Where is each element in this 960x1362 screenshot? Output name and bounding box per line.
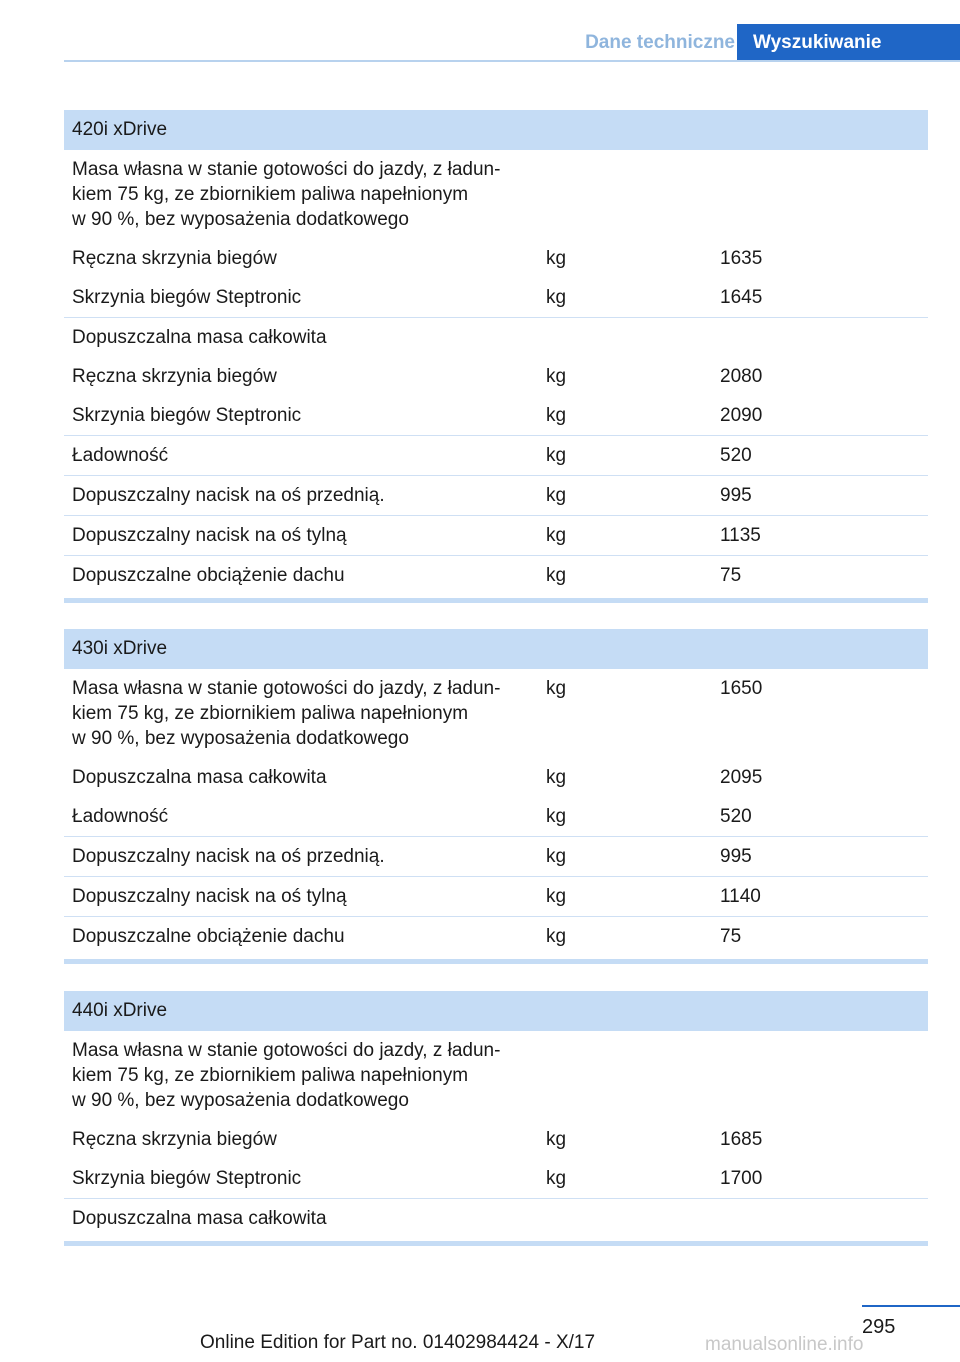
table-end-bar (64, 959, 928, 964)
table-row (64, 877, 928, 917)
row-value (712, 1038, 928, 1113)
row-value: 2080 (720, 366, 763, 387)
table-row (64, 837, 928, 877)
table-row (64, 556, 928, 595)
spec-table-440i (64, 991, 928, 1246)
footer-divider (862, 1305, 960, 1307)
row-label: Dopuszczalne obciążenie dachu (72, 565, 345, 586)
row-unit: kg (546, 1129, 567, 1150)
row-label: Dopuszczalna masa całkowita (72, 327, 327, 348)
row-value: 2095 (720, 767, 763, 788)
row-label: Dopuszczalne obciążenie dachu (72, 926, 345, 947)
row-value: 75 (720, 926, 742, 947)
table-row (64, 917, 928, 956)
table-title: 420i xDrive (64, 110, 928, 150)
table-row (64, 476, 928, 516)
table-end-bar (64, 1241, 928, 1246)
row-value: 995 (720, 846, 752, 867)
row-value: 1685 (720, 1129, 763, 1150)
table-row (64, 797, 928, 837)
table-row (64, 1031, 928, 1120)
row-value: 1650 (720, 678, 763, 699)
row-label: Ładowność (72, 445, 169, 466)
row-label: Dopuszczalna masa całkowita (72, 767, 327, 788)
row-unit (538, 325, 712, 350)
row-unit (538, 1206, 712, 1231)
row-value: 2090 (720, 405, 763, 426)
page-number: 295 (862, 1316, 896, 1338)
row-unit: kg (546, 886, 567, 907)
header-divider (64, 60, 960, 62)
row-value (712, 157, 928, 232)
table-row (64, 758, 928, 797)
row-value: 1140 (720, 886, 761, 907)
row-label: Masa własna w stanie gotowości do jazdy, z ładun- kiem 75 kg, ze zbiornikiem paliwa napełnionym w 90 %, bez wyposażenia dodatkowego (72, 678, 501, 749)
table-row (64, 239, 928, 278)
table-row (64, 436, 928, 476)
row-unit: kg (546, 926, 567, 947)
edition-text: Online Edition for Part no. 01402984424 - X/17 (200, 1332, 596, 1353)
row-unit (538, 1038, 712, 1113)
table-row (64, 516, 928, 556)
row-label: Ręczna skrzynia biegów (72, 1129, 277, 1150)
table-row (64, 669, 928, 758)
row-label: Skrzynia biegów Steptronic (72, 1168, 302, 1189)
table-row (64, 150, 928, 239)
row-value: 1635 (720, 248, 763, 269)
row-unit: kg (546, 806, 567, 827)
table-row (64, 1159, 928, 1199)
row-label: Ręczna skrzynia biegów (72, 366, 277, 387)
row-unit: kg (546, 1168, 567, 1189)
row-unit: kg (546, 287, 567, 308)
table-row (64, 1120, 928, 1159)
row-unit: kg (546, 366, 567, 387)
table-title: 440i xDrive (64, 991, 928, 1031)
search-tab[interactable]: Wyszukiwanie (737, 24, 960, 62)
row-label: Dopuszczalna masa całkowita (72, 1208, 327, 1229)
row-label: Ładowność (72, 806, 169, 827)
header-section-title[interactable]: Dane techniczne (585, 32, 735, 53)
table-row (64, 1199, 928, 1238)
row-unit: kg (546, 525, 567, 546)
row-label: Skrzynia biegów Steptronic (72, 405, 302, 426)
row-unit: kg (546, 405, 567, 426)
row-label: Dopuszczalny nacisk na oś przednią. (72, 485, 385, 506)
table-end-bar (64, 598, 928, 603)
row-label: Masa własna w stanie gotowości do jazdy, z ładun- kiem 75 kg, ze zbiornikiem paliwa napełnionym w 90 %, bez wyposażenia dodatkowego (72, 159, 501, 230)
row-unit (538, 157, 712, 232)
row-label: Dopuszczalny nacisk na oś przednią. (72, 846, 385, 867)
row-label: Skrzynia biegów Steptronic (72, 287, 302, 308)
table-row (64, 278, 928, 318)
row-value: 520 (720, 445, 752, 466)
row-label: Ręczna skrzynia biegów (72, 248, 277, 269)
row-unit: kg (546, 485, 567, 506)
row-label: Dopuszczalny nacisk na oś tylną (72, 525, 347, 546)
row-value: 520 (720, 806, 752, 827)
row-unit: kg (546, 248, 567, 269)
row-value: 1700 (720, 1168, 763, 1189)
row-unit: kg (546, 678, 567, 699)
row-unit: kg (546, 445, 567, 466)
row-value: 75 (720, 565, 742, 586)
table-row (64, 318, 928, 357)
table-title: 430i xDrive (64, 629, 928, 669)
row-value: 995 (720, 485, 752, 506)
row-unit: kg (546, 767, 567, 788)
row-label: Masa własna w stanie gotowości do jazdy, z ładun- kiem 75 kg, ze zbiornikiem paliwa napełnionym w 90 %, bez wyposażenia dodatkowego (72, 1040, 501, 1111)
watermark: manualsonline.info (705, 1334, 864, 1355)
row-value: 1645 (720, 287, 763, 308)
row-value (712, 1206, 928, 1231)
table-row (64, 396, 928, 436)
table-row (64, 357, 928, 396)
row-unit: kg (546, 565, 567, 586)
row-unit: kg (546, 846, 567, 867)
row-value: 1135 (720, 525, 761, 546)
row-value (712, 325, 928, 350)
spec-table-430i (64, 629, 928, 964)
row-label: Dopuszczalny nacisk na oś tylną (72, 886, 347, 907)
spec-table-420i (64, 110, 928, 603)
